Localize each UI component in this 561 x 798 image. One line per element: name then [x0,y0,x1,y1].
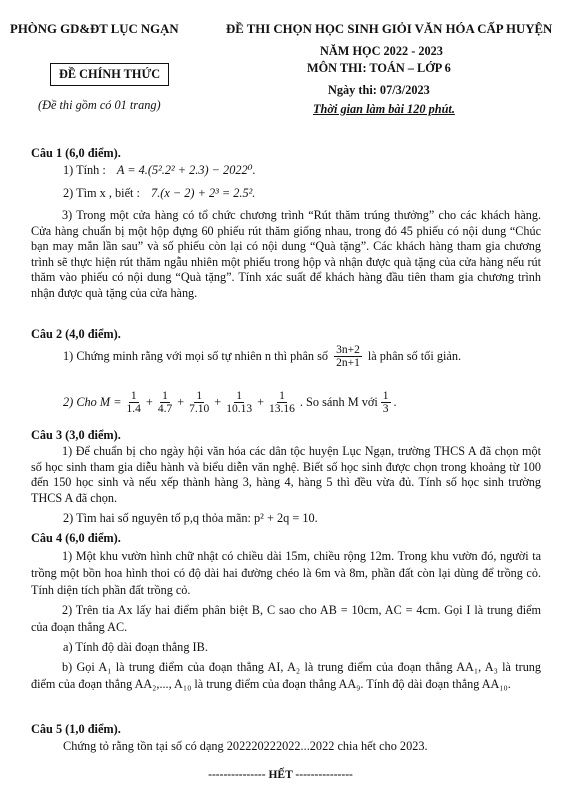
q2-term-num: 1 [130,390,137,402]
exam-date: Ngày thi: 07/3/2023 [328,83,430,97]
q2-term-den: 7.10 [189,403,210,415]
q2-term-num: 1 [162,390,168,402]
question-3-title: Câu 3 (3,0 điểm). [31,428,121,442]
q1-part3: 3) Trong một cửa hàng có tổ chức chương trình “Rút thăm trúng thưởng” cho các khách hàng. Cửa hàng chuẩn bị một hộp đựng 60 phiếu rút thăm giống nhau, trong đó 45 phiếu có nội dung “Chúc bạn may mắn lần sau” và số phiếu còn lại có nội dung “Quà tặng”. Các khách hàng tham gia chương trình sẽ thực hiện rút thăm ngẫu nhiên một phiếu trong hộp và nhận được quà tặng của cửa hàng nếu rút thăm vào phiếu có nội dung “Quà tặng”. Tính xác suất để khách hàng đầu tiên tham gia chương trình nhận được quà tặng của cửa hàng. [31,208,541,300]
question-5-title: Câu 5 (1,0 điểm). [31,722,121,736]
q4-part2a: a) Tính độ dài đoạn thẳng IB. [63,640,208,654]
q2-term [224,390,254,415]
q2-term [187,390,211,415]
exam-duration: Thời gian làm bài 120 phút. [313,102,455,116]
question-1-title: Câu 1 (6,0 điểm). [31,146,121,160]
pages-note: (Đề thi gồm có 01 trang) [38,98,161,112]
q2-term-den: 13.16 [269,403,295,415]
official-badge: ĐỀ CHÍNH THỨC [50,63,169,86]
q2-part2: 2) Cho M = $\frac{1}{1.4}$ + $\frac{1}{4.7}$ + $\frac{1}{7.10}$ + $\frac{1}{10.13}$ + $\frac{1}{13.16}$ . So sánh M với $\frac{1}{3}$ . [63,390,397,415]
q4-part1: 1) Một khu vườn hình chữ nhật có chiều dài 15m, chiều rộng 12m. Trong khu vườn đó, người ta trồng một bồn hoa hình thoi có độ dài hai đường chéo là 6m và 8m, phần đất còn lại dùng để trồng cỏ. Tính diện tích phần đất trồng cỏ. [31,549,541,597]
q2-term-num: 1 [196,390,203,402]
q2-term-den: 1.4 [126,403,141,415]
q1-part2-label: 2) Tìm x , biết : [63,186,140,200]
q2-fraction [334,344,362,369]
q5-part1: Chứng tỏ rằng tồn tại số có dạng 202220222022...2022 chia hết cho 2023. [63,739,428,753]
q3-part2: 2) Tìm hai số nguyên tố p,q thỏa mãn: p² + 2q = 10. [63,511,318,525]
q1-part1-formula: A = 4.(5².2² + 2.3) − 2022⁰. [116,163,256,177]
q2-compare-num: 1 [382,390,389,402]
q2-part1-text: 1) Chứng minh rằng với mọi số tự nhiên n thì phân số [63,349,329,363]
q4-part2b: b) Gọi A₁ là trung điểm của đoạn thẳng AI, A₂ là trung điểm của đoạn thẳng AA₁, A₃ là trung điểm của đoạn thẳng AA₂,..., A₁₀ là trung điểm của đoạn thẳng AA₉. Tính độ dài đoạn thẳng AA₁₀. [31,660,541,691]
q2-part1 [63,344,461,369]
q3-part1: 1) Để chuẩn bị cho ngày hội văn hóa các dân tộc huyện Lục Ngạn, trường THCS A đã chọn một số học sinh tham gia diễu hành và biểu diễn văn nghệ. Biết số học sinh được chọn trong khoảng từ 100 đến 150 học sinh và nếu xếp thành hàng 3, hàng 4, hàng 5 thì đều vừa đủ. Tính số học sinh trường THCS A đã chọn. [31,444,541,505]
q2-compare-fraction [381,390,391,415]
question-4-title: Câu 4 (6,0 điểm). [31,531,121,545]
q2-term [156,390,174,415]
q2-term-num: 1 [236,390,243,402]
q2-part2-tail: . So sánh M với [299,395,378,409]
q2-term-num: 1 [279,390,285,402]
exam-title: ĐỀ THI CHỌN HỌC SINH GIỎI VĂN HÓA CẤP HUYỆN [226,22,553,36]
end-marker: --------------- HẾT --------------- [208,769,353,781]
q2-part1-tail: là phân số tối giản. [367,349,462,363]
subject-line: MÔN THI: TOÁN – LỚP 6 [307,61,451,75]
q1-part2-formula: 7.(x − 2) + 2³ = 2.5². [151,186,256,200]
q2-term [267,390,297,415]
q2-compare-den: 3 [382,403,389,415]
q2-fraction-denominator: 2n+1 [336,357,360,369]
q2-part2-label: 2) Cho M = [63,395,122,409]
q2-term [125,390,143,415]
department-name: PHÒNG GD&ĐT LỤC NGẠN [10,22,179,36]
q2-term-den: 4.7 [157,403,173,415]
q1-part1-label: 1) Tính : [63,163,106,177]
q2-term-den: 10.13 [226,403,253,415]
school-year: NĂM HỌC 2022 - 2023 [320,44,443,58]
question-2-title: Câu 2 (4,0 điểm). [31,327,121,341]
q1-part2 [63,186,255,201]
q1-part1 [63,163,256,178]
q2-fraction-numerator: 3n+2 [336,344,360,356]
q4-part2: 2) Trên tia Ax lấy hai điểm phân biệt B, C sao cho AB = 10cm, AC = 4cm. Gọi I là trung điểm của đoạn thẳng AC. [31,603,541,634]
